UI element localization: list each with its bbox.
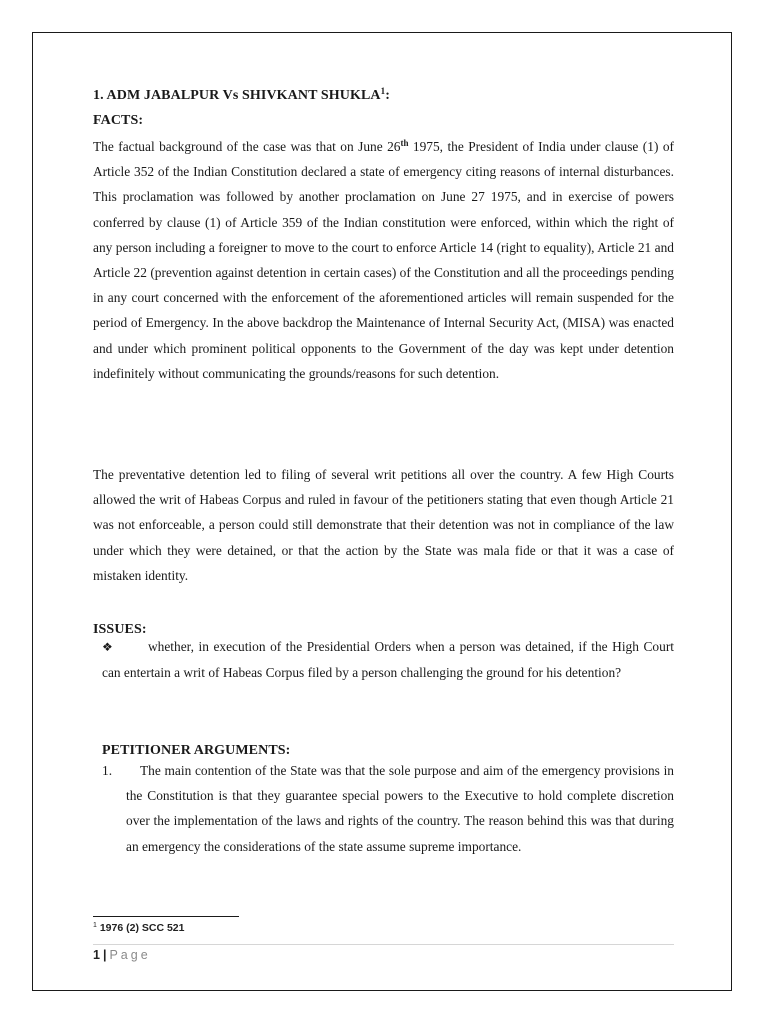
page-number: 1 [93, 948, 100, 962]
facts-p1-rest: 1975, the President of India under clause (1) of Article 352 of the Indian Constitution declared a state of emergency citing reasons of internal disturbances. This proclamation was followed by another proclamation on June 27 1975, and in exercise of powers conferred by clause (1) of Article 359 of the Indian constitution were enforced, within which the right of any person including a foreigner to move to the court to enforce Article 14 (right to equality), Article 21 and Article 22 (prevention against detention in certain cases) of the Constitution and all the proceedings pending in any court concerned with the enforcement of the aforementioned articles will remain suspended for the period of Emergency. In the above backdrop the Maintenance of Internal Security Act, (MISA) was enacted and under which prominent political opponents to the Government of the day was kept under detention indefinitely without communicating the grounds/reasons for such detention. [93, 139, 674, 381]
case-title-suffix: : [385, 88, 390, 103]
page-label: Page [109, 948, 151, 962]
case-title [93, 88, 390, 104]
facts-paragraph-1 [93, 134, 674, 386]
facts-p1-superscript: th [400, 138, 409, 148]
argument-number: 1. [102, 763, 113, 778]
facts-paragraph-2: The preventative detention led to filing of several writ petitions all over the country. A few High Courts allowed the writ of Habeas Corpus and ruled in favour of the petitioners stating that even though Article 21 was not enforceable, a person could still demonstrate that their detention was not in compliance of the law under which they were detained, or that the action by the State was mala fide or that it was a case of mistaken identity. [93, 467, 674, 583]
page-footer [93, 948, 151, 962]
facts-p1-start: The factual background of the case was that on June 26 [93, 139, 401, 154]
footnote-reference: 1 [380, 86, 386, 96]
issue-item-text: whether, in execution of the Presidential Orders when a person was detained, if the High Court can entertain a writ of Habeas Corpus filed by a person challenging the ground for his detention? [102, 639, 674, 681]
footnote-marker: 1 [93, 922, 97, 929]
petitioner-argument-text: The main contention of the State was that the sole purpose and aim of the emergency provisions in the Constitution is that they guarantee special powers to the Executive to hold complete discretion over the implementation of the laws and rights of the country. The reason behind this was that during an emergency the considerations of the state assume supreme importance. [126, 763, 674, 854]
footnote [93, 922, 184, 934]
issue-item [102, 634, 674, 685]
footer-separator: | [102, 948, 107, 962]
case-title-text: 1. ADM JABALPUR Vs SHIVKANT SHUKLA [93, 88, 381, 103]
footnote-separator [93, 916, 239, 917]
petitioner-arguments-heading: PETITIONER ARGUMENTS: [102, 743, 291, 758]
diamond-bullet-icon: ❖ [102, 640, 113, 654]
footnote-text: 1976 (2) SCC 521 [99, 922, 185, 934]
facts-heading: FACTS: [93, 113, 144, 128]
footer-divider [93, 944, 674, 945]
issues-heading: ISSUES: [93, 622, 147, 637]
